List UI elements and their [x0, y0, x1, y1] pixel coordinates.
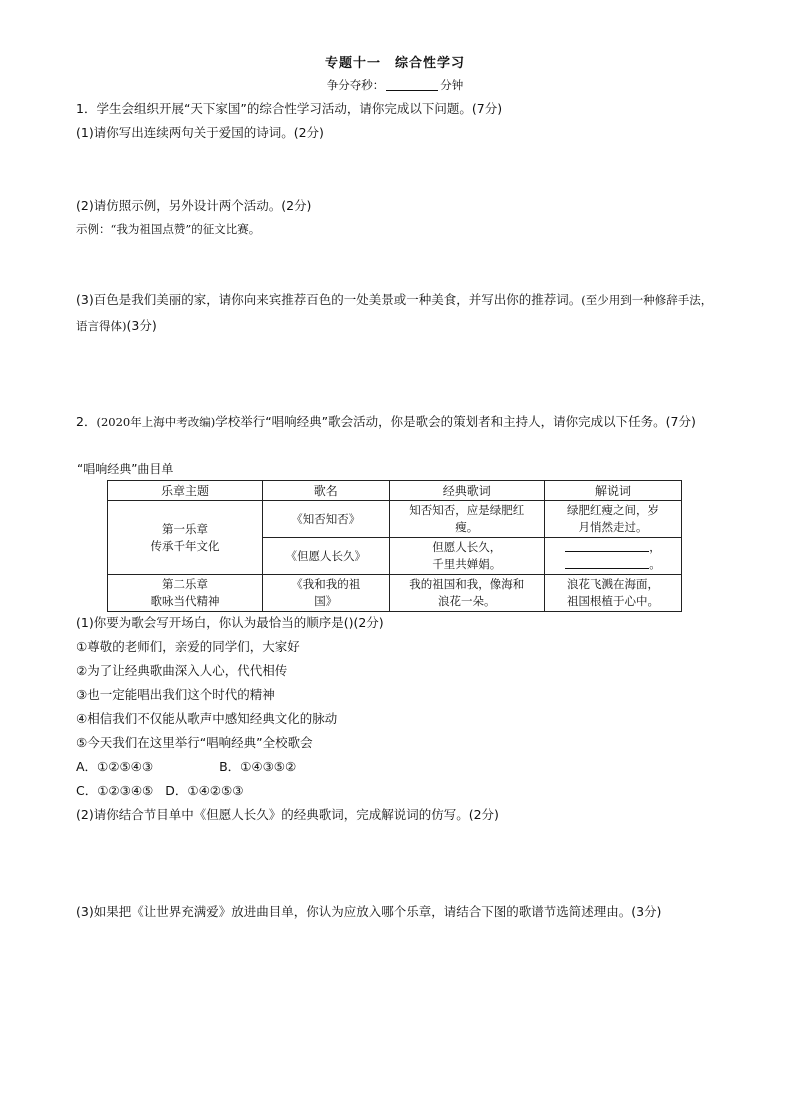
song-1-commentary-line1: 绿肥红瘦之间，岁 [566, 503, 659, 517]
q2-choices-row2 [76, 782, 243, 800]
song-3-lyric-line2: 浪花一朵。 [438, 594, 496, 608]
movement-1-theme: 传承千年文化 [150, 538, 220, 553]
blank-line-2 [549, 556, 677, 573]
song-3-commentary-line1: 浪花飞溅在海面， [566, 577, 659, 591]
q1-part1: (1)请你写出连续两句关于爱国的诗词。(2分) [76, 125, 324, 140]
q2-number: 2． [76, 414, 97, 429]
q2-part1: (1)你要为歌会写开场白，你认为最恰当的顺序是()(2分) [76, 615, 384, 630]
blank-2-punct: 。 [649, 557, 661, 571]
q2-stem-text: 学校举行“唱响经典”歌会活动，你是歌会的策划者和主持人，请你完成以下任务。(7分) [215, 414, 696, 429]
time-blank[interactable] [386, 78, 438, 91]
time-unit: 分钟 [440, 78, 464, 92]
song-1-lyric-line2: 瘦。 [455, 520, 479, 534]
song-1-lyric-line1: 知否知否，应是绿肥红 [409, 503, 525, 517]
answer-blank-2[interactable] [565, 556, 649, 569]
q1-part2: (2)请仿照示例，另外设计两个活动。(2分) [76, 198, 312, 213]
table-row [108, 575, 682, 612]
q2-source: (2020年上海中考改编) [96, 415, 216, 429]
q1-part3-main: (3)百色是我们美丽的家，请你向来宾推荐百色的一处美景或一种美食，并写出你的推荐词。 [76, 292, 582, 307]
song-3-name [262, 575, 389, 612]
song-list-table [107, 480, 682, 612]
table-header-row [108, 481, 682, 501]
q2-stem [76, 409, 716, 435]
q2-option-3: ③也一定能唱出我们这个时代的精神 [76, 687, 275, 702]
song-2-lyric [389, 538, 544, 575]
q1-part2-example: 示例：“我为祖国点赞”的征文比赛。 [76, 222, 261, 236]
song-1-lyric [389, 501, 544, 538]
song-3-lyric-line1: 我的祖国和我，像海和 [409, 577, 525, 591]
q1-stem: 1．学生会组织开展“天下家国”的综合性学习活动，请你完成以下问题。(7分) [76, 101, 503, 116]
header-lyric: 经典歌词 [389, 481, 544, 501]
choice-b[interactable]: B．①④③⑤② [219, 759, 297, 774]
song-2-lyric-line2: 千里共婵娟。 [432, 557, 502, 571]
q2-part2: (2)请你结合节目单中《但愿人长久》的经典歌词，完成解说词的仿写。(2分) [76, 807, 499, 822]
choice-c[interactable]: C．①②③④⑤ [76, 783, 154, 798]
song-1-commentary-line2: 月悄然走过。 [578, 520, 648, 534]
song-1-name: 《知否知否》 [262, 501, 389, 538]
song-3-name-line1: 《我和我的祖 [291, 577, 361, 591]
movement-1-cell [108, 501, 263, 575]
choice-d[interactable]: D．①④②⑤③ [165, 783, 244, 798]
time-field [0, 77, 790, 93]
q1-part3 [76, 287, 716, 339]
q2-choices-row1 [76, 758, 296, 776]
time-label: 争分夺秒： [326, 78, 385, 92]
movement-1-title: 第一乐章 [161, 521, 208, 536]
movement-2-title: 第二乐章 [161, 577, 208, 591]
song-1-commentary [544, 501, 681, 538]
table-caption: “唱响经典”曲目单 [77, 462, 174, 476]
page-title: 专题十一 综合性学习 [324, 56, 465, 71]
movement-2-theme: 歌咏当代精神 [150, 594, 220, 608]
header-song: 歌名 [262, 481, 389, 501]
song-3-lyric [389, 575, 544, 612]
q2-option-1: ①尊敬的老师们，亲爱的同学们，大家好 [76, 639, 300, 654]
song-2-commentary-blanks [544, 538, 681, 575]
header-commentary: 解说词 [544, 481, 681, 501]
q2-option-4: ④相信我们不仅能从歌声中感知经典文化的脉动 [76, 711, 338, 726]
song-2-name: 《但愿人长久》 [262, 538, 389, 575]
q2-option-2: ②为了让经典歌曲深入人心，代代相传 [76, 663, 288, 678]
song-2-lyric-line1: 但愿人长久， [432, 540, 502, 554]
song-3-commentary [544, 575, 681, 612]
answer-blank-1[interactable] [565, 539, 649, 552]
blank-line-1 [549, 539, 677, 556]
song-3-commentary-line2: 祖国根植于心中。 [566, 594, 659, 608]
header-theme: 乐章主题 [108, 481, 263, 501]
q1-part3-score: (3分) [126, 318, 157, 333]
choice-a[interactable]: A．①②⑤④③ [76, 759, 154, 774]
blank-1-punct: ， [649, 540, 661, 554]
q2-option-5: ⑤今天我们在这里举行“唱响经典”全校歌会 [76, 735, 313, 750]
movement-2-cell [108, 575, 263, 612]
song-3-name-line2: 国》 [314, 594, 338, 608]
q2-part3: (3)如果把《让世界充满爱》放进曲目单，你认为应放入哪个乐章，请结合下图的歌谱节选简述理由。(3分) [76, 904, 662, 919]
table-row [108, 501, 682, 538]
q1-part3-note: (至少用到一种修辞手法，语言得体) [76, 293, 713, 333]
